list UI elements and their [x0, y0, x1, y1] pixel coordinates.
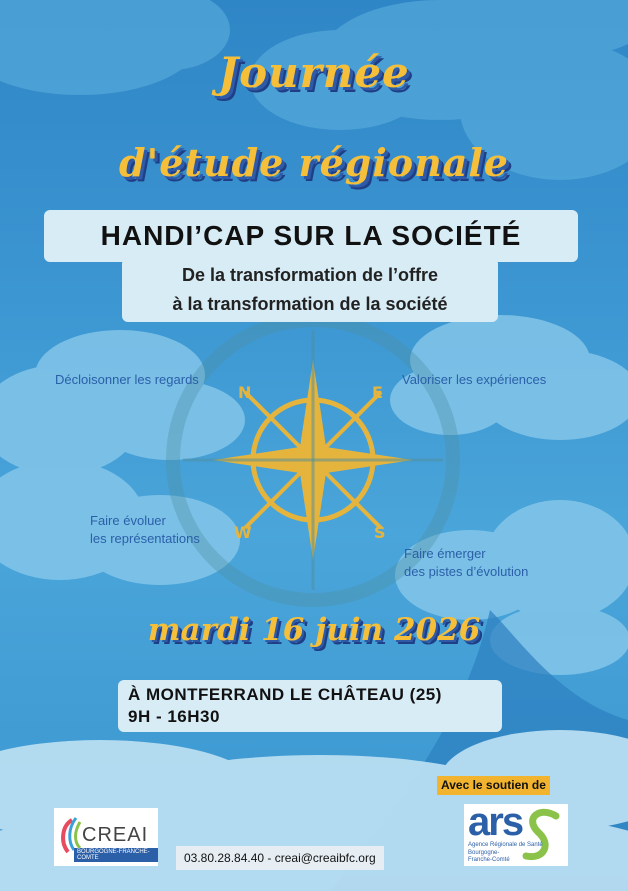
compass-letter-w: W	[234, 523, 252, 542]
ars-logo	[464, 800, 568, 866]
ars-logo-name: ars	[468, 800, 523, 844]
title-line-1: Journée	[218, 48, 410, 97]
compass-letter-e: E	[372, 383, 383, 402]
creai-logo-name: CREAI	[82, 824, 149, 846]
theme-bottom-left-line-2: les représentations	[90, 531, 200, 546]
theme-top-left: Décloisonner les regards	[55, 372, 199, 387]
theme-bottom-right-line-2: des pistes d’évolution	[404, 564, 529, 579]
ars-logo-sub-3: Franche-Comté	[468, 857, 510, 863]
ars-logo-swoosh	[520, 806, 566, 864]
compass-letter-n: N	[238, 383, 252, 402]
theme-bottom-right-line-1: Faire émerger	[404, 546, 486, 561]
ars-logo-sub-2: Bourgogne-	[468, 850, 500, 856]
contact-info: 03.80.28.84.40 - creai@creaibfc.org	[176, 846, 384, 870]
hours-text: 9H - 16H30	[128, 707, 220, 726]
main-title: HANDI’CAP SUR LA SOCIÉTÉ	[44, 210, 578, 262]
theme-bottom-left-line-1: Faire évoluer	[90, 513, 166, 528]
subtitle-line-1: De la transformation de l’offre	[181, 265, 439, 285]
theme-top-right: Valoriser les expériences	[402, 372, 547, 387]
ars-logo-sub-1: Agence Régionale de Santé	[468, 842, 543, 848]
event-date: mardi 16 juin 2026	[147, 612, 481, 648]
support-label: Avec le soutien de	[437, 776, 550, 795]
compass-letter-s: S	[374, 523, 386, 542]
subtitle-box	[122, 258, 498, 322]
location-box	[118, 680, 502, 732]
theme-bottom-left	[90, 512, 200, 548]
theme-bottom-right	[404, 545, 528, 581]
location-text: À MONTFERRAND LE CHÂTEAU (25)	[128, 685, 442, 704]
subtitle-line-2: à la transformation de la société	[172, 294, 448, 314]
creai-logo	[54, 808, 158, 866]
title-line-2: d'étude régionale	[119, 140, 509, 185]
creai-logo-sub: BOURGOGNE-FRANCHE-COMTE	[74, 848, 158, 862]
